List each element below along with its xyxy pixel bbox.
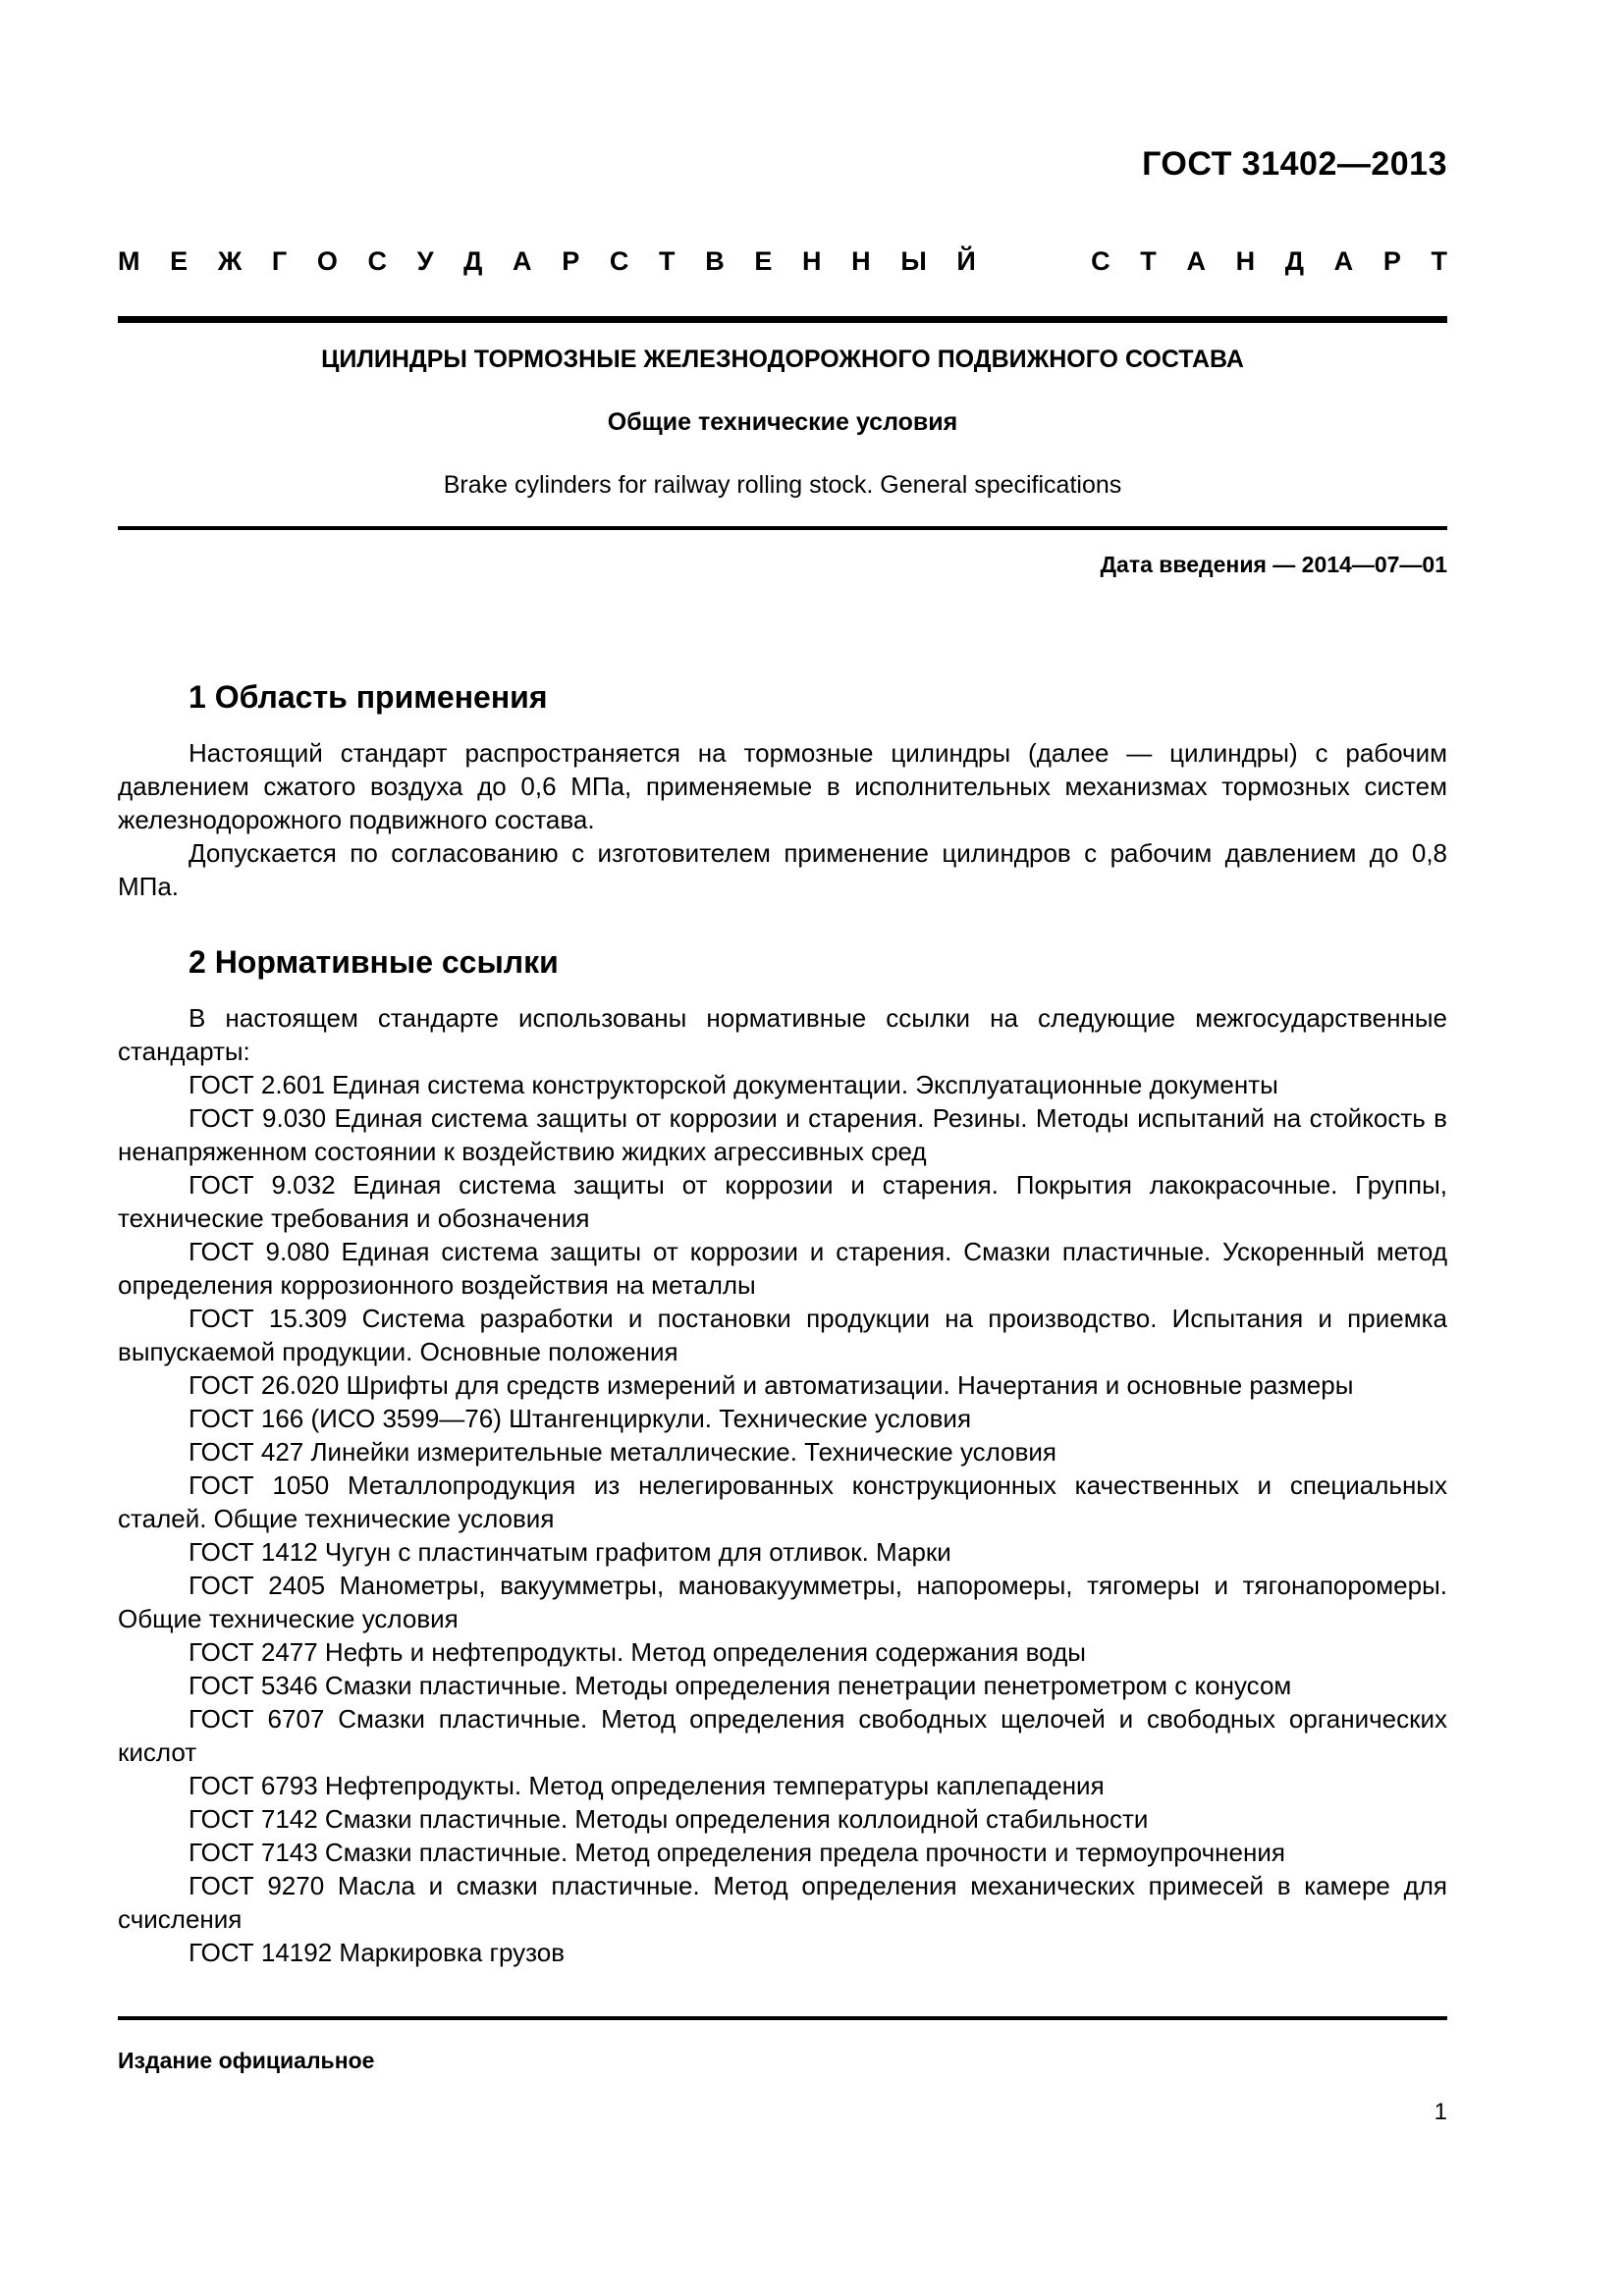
reference-item: ГОСТ 7143 Смазки пластичные. Метод определения предела прочности и термоупрочнения — [189, 1838, 1285, 1867]
standard-type-letter: А — [513, 246, 532, 276]
official-edition-label: Издание официальное — [118, 2048, 375, 2073]
word-gap — [1005, 246, 1060, 277]
document-body — [118, 677, 1447, 1969]
reference-item: ГОСТ 6707 Смазки пластичные. Метод определения свободных щелочей и свободных органических кислот — [118, 1704, 1447, 1767]
document-subtitle: Общие технические условия — [607, 408, 958, 436]
document-number: ГОСТ 31402—2013 — [1142, 145, 1447, 183]
standard-type-letter: Г — [271, 246, 288, 276]
reference-item: ГОСТ 9.080 Единая система защиты от коррозии и старения. Смазки пластичные. Ускоренный метод определения коррозионного воздействия на металлы — [118, 1237, 1447, 1300]
section-heading: 2 Нормативные ссылки — [189, 944, 559, 980]
introduction-date: Дата введения — 2014—07—01 — [1100, 552, 1447, 577]
standard-type-letter: Т — [1140, 246, 1157, 276]
reference-item: ГОСТ 7142 Смазки пластичные. Методы определения коллоидной стабильности — [189, 1804, 1149, 1834]
reference-item: ГОСТ 26.020 Шрифты для средств измерений и автоматизации. Начертания и основные размеры — [189, 1370, 1354, 1400]
reference-item: ГОСТ 9270 Масла и смазки пластичные. Метод определения механических примесей в камере для счисления — [118, 1871, 1447, 1934]
standard-type-letter: Ж — [217, 246, 243, 276]
standard-type-letter: С — [367, 246, 388, 276]
standard-type-letter: У — [416, 246, 434, 276]
reference-item: ГОСТ 2477 Нефть и нефтепродукты. Метод определения содержания воды — [189, 1637, 1086, 1667]
standard-type-letter: Н — [802, 246, 822, 276]
standard-type-letter: Д — [463, 246, 483, 276]
standard-type-letter: Р — [1382, 246, 1401, 276]
reference-item: ГОСТ 1050 Металлопродукция из нелегированных конструкционных качественных и специальных сталей. Общие технические условия — [118, 1470, 1447, 1533]
standard-type-letter: В — [705, 246, 725, 276]
standard-type-heading — [118, 246, 1447, 277]
section-spacer — [118, 903, 1447, 942]
reference-item: ГОСТ 2.601 Единая система конструкторской документации. Эксплуатационные документы — [189, 1070, 1278, 1099]
reference-item: ГОСТ 2405 Манометры, вакуумметры, мановакуумметры, напоромеры, тягомеры и тягонапоромеры. Общие технические условия — [118, 1571, 1447, 1633]
paragraph: Настоящий стандарт распространяется на тормозные цилиндры (далее — цилиндры) с рабочим давлением сжатого воздуха до 0,6 МПа, применяемые в исполнительных механизмах тормозных систем железнодорожного подвижного состава. — [118, 738, 1447, 834]
header-rule — [118, 316, 1447, 323]
standard-type-letter: Н — [1235, 246, 1256, 276]
reference-item: ГОСТ 14192 Маркировка грузов — [189, 1938, 566, 1967]
standard-type-letter: М — [118, 246, 140, 276]
standard-type-letter: Н — [851, 246, 871, 276]
paragraph: В настоящем стандарте использованы нормативные ссылки на следующие межгосударственные стандарты: — [118, 1003, 1447, 1066]
document-title: ЦИЛИНДРЫ ТОРМОЗНЫЕ ЖЕЛЕЗНОДОРОЖНОГО ПОДВИЖНОГО СОСТАВА — [321, 346, 1244, 373]
paragraph: Допускается по согласованию с изготовителем применение цилиндров с рабочим давлением до 0,8 МПа. — [118, 838, 1447, 901]
reference-item: ГОСТ 166 (ИСО 3599—76) Штангенциркули. Технические условия — [189, 1404, 972, 1433]
standard-type-letter: Т — [1431, 246, 1447, 276]
reference-item: ГОСТ 9.030 Единая система защиты от коррозии и старения. Резины. Методы испытаний на стойкость в ненапряженном состоянии к воздействию жидких агрессивных сред — [118, 1103, 1447, 1166]
reference-item: ГОСТ 427 Линейки измерительные металлические. Технические условия — [189, 1437, 1056, 1467]
standard-type-letter: С — [609, 246, 629, 276]
standard-type-letter: Д — [1284, 246, 1305, 276]
standard-type-letter: О — [316, 246, 338, 276]
reference-item: ГОСТ 15.309 Система разработки и постановки продукции на производство. Испытания и приемка выпускаемой продукции. Основные положения — [118, 1304, 1447, 1366]
standard-type-letter: С — [1091, 246, 1110, 276]
standard-type-letter: А — [1186, 246, 1206, 276]
title-rule — [118, 526, 1447, 530]
standard-type-letter: Е — [754, 246, 773, 276]
reference-item: ГОСТ 6793 Нефтепродукты. Метод определения температуры каплепадения — [189, 1771, 1105, 1800]
reference-item: ГОСТ 1412 Чугун с пластинчатым графитом для отливок. Марки — [189, 1537, 951, 1567]
standard-type-letter: Т — [659, 246, 676, 276]
section-heading: 1 Область применения — [189, 679, 548, 715]
standard-type-letter: Ы — [900, 246, 927, 276]
footer-rule — [118, 2016, 1447, 2020]
reference-item: ГОСТ 5346 Смазки пластичные. Методы определения пенетрации пенетрометром с конусом — [189, 1671, 1292, 1700]
standard-type-letter: Е — [170, 246, 189, 276]
reference-item: ГОСТ 9.032 Единая система защиты от коррозии и старения. Покрытия лакокрасочные. Группы, технические требования и обозначения — [118, 1170, 1447, 1233]
standard-type-letter: Й — [956, 246, 976, 276]
document-title-english: Brake cylinders for railway rolling stock. General specifications — [443, 471, 1122, 499]
page-number: 1 — [1434, 2099, 1447, 2125]
standard-type-letter: Р — [562, 246, 580, 276]
standard-type-letter: А — [1333, 246, 1354, 276]
